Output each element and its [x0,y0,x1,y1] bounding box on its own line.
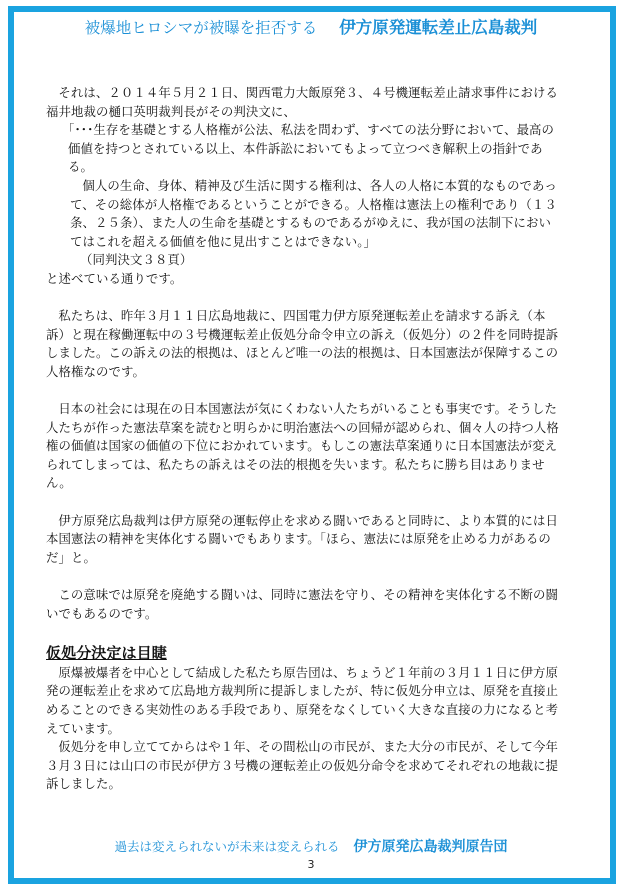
page-number: 3 [307,858,315,871]
quote-1: 「･･･生存を基礎とする人格権が公法、私法を問わず、すべての法分野において、最高の価値を持つとされている以上、本件訴訟においてもよって立つべき解釈上の指針である。 [62,122,555,175]
footer-org: 伊方原発広島裁判原告団 [353,839,508,855]
paragraph-1: それは、２０１４年５月２１日、関西電力大飯原発３、４号機運転差止請求事件における福井地裁の樋口英明裁判長がその判決文に、 [46,85,559,119]
paragraph-3: 日本の社会には現在の日本国憲法が気にくわない人たちがいることも事実です。そうした人たちが作った憲法草案を読むと明らかに明治憲法への回帰が認められ、個々人の持つ人格権の価値は国家の価値の下位におかれています。もしこの憲法草案通りに日本国憲法が変えられてしまっては、私たちの訴えはその法的根拠を失います。私たちに勝ち目はありません。 [46,401,559,491]
quote-2-text: 個人の生命、身体、精神及び生活に関する権利は、各人の人格に本質的なものであって、その総体が人格権であるということができる。人格権は憲法上の権利であり（１３条、２５条）、また人の生命を基礎とするものであるがゆえに、我が国の法制下においてはこれを超える価値を他に見出すことはできない。」 [70,177,557,249]
citation: （同判決文３８頁） [80,252,193,268]
document-body [46,84,562,794]
paragraph-1-end: と述べている通りです。 [46,270,183,286]
paragraph-6: 原爆被爆者を中心として結成した私たち原告団は、ちょうど１年前の３月１１日に伊方原発の運転差止を求めて広島地方裁判所に提訴しましたが、特に仮処分申立は、原発を直接止めることのできる実効性のある手段であり、原発をなくしていく大きな直接の力になると考えています。 [46,664,559,736]
page-header [0,14,622,38]
header-subtitle: 被爆地ヒロシマが被曝を拒否する [84,19,318,37]
paragraph-4: 伊方原発広島裁判は伊方原発の運転停止を求める闘いであると同時に、より本質的には日本国憲法の精神を実体化する闘いでもあります。｢ほら、憲法には原発を止める力があるのだ」と。 [46,512,559,565]
paragraph-2: 私たちは、昨年３月１１日広島地裁に、四国電力伊方原発運転差止を請求する訴え（本訴）と現在稼働運転中の３号機運転差止仮処分命令申立の訴え（仮処分）の２件を同時提訴しました。この訴えの法的根拠は、ほとんど唯一の法的根拠は、日本国憲法が保障するこの人格権なのです。 [46,308,559,379]
paragraph-5: この意味では原発を廃絶する闘いは、同時に憲法を守り、その精神を実体化する不断の闘いでもあるのです。 [46,587,559,621]
footer-slogan: 過去は変えられないが未来は変えられる [114,839,340,854]
header-title: 伊方原発運転差止広島裁判 [339,18,538,37]
page-footer [0,836,622,856]
quote-2 [46,177,562,251]
paragraph-7: 仮処分を申し立ててからはや１年、その間松山の市民が、また大分の市民が、そして今年３月３日には山口の市民が伊方３号機の運転差止の仮処分命令を求めてそれぞれの地裁に提訴しました。 [46,739,559,792]
section-title: 仮処分決定は目睫 [46,643,167,662]
